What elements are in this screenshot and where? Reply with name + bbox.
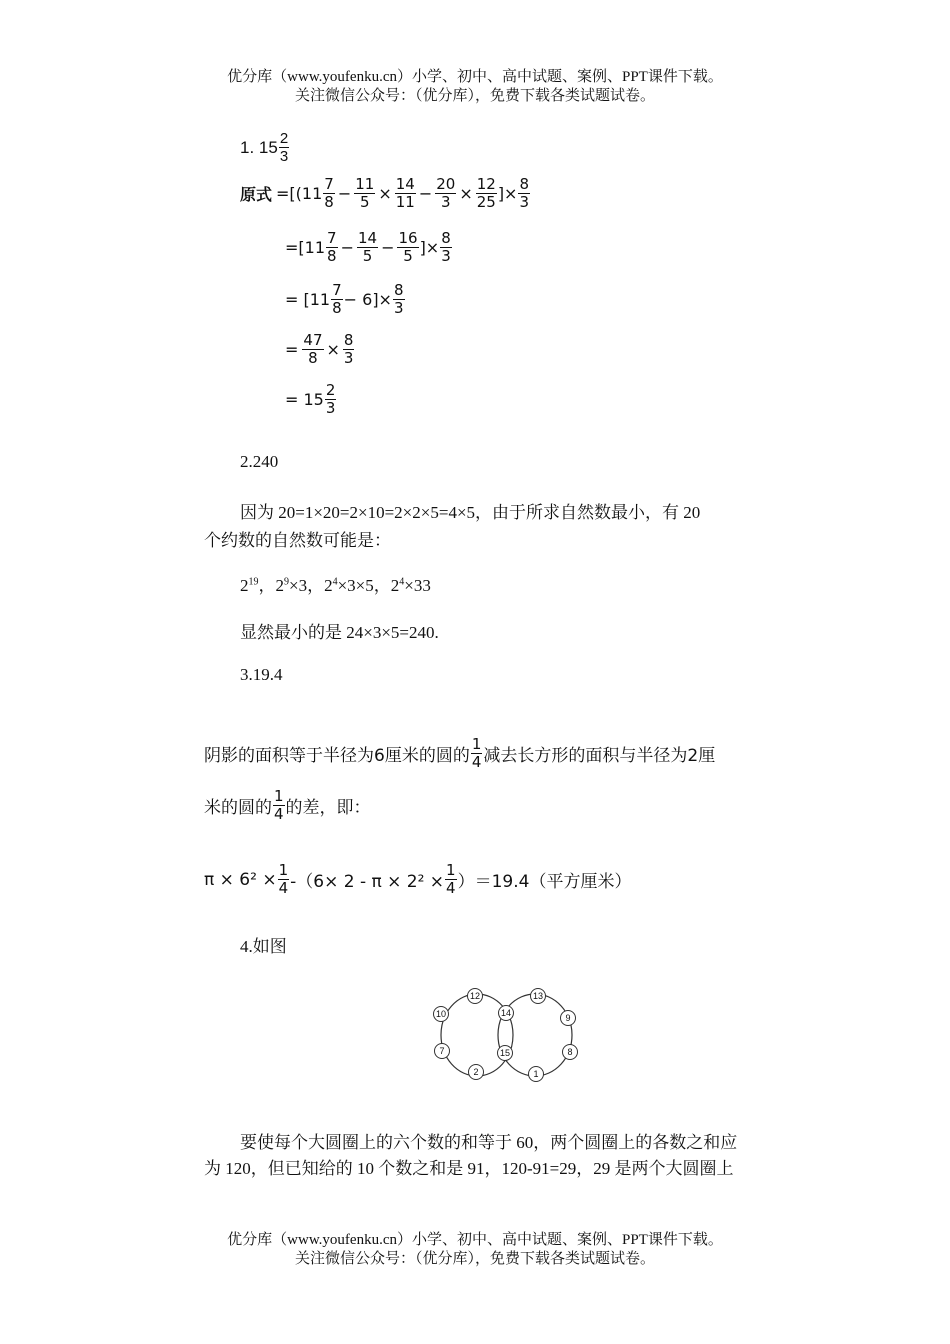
text: ，: [258, 576, 276, 595]
svg-text:15: 15: [499, 1048, 511, 1058]
text: 的差，即：: [285, 798, 371, 818]
frac-den: 3: [440, 193, 451, 211]
text: 2: [324, 576, 333, 595]
text: − 6]×: [343, 290, 392, 309]
frac-den: 3: [343, 349, 354, 367]
frac-den: 4: [446, 879, 456, 897]
svg-text:14: 14: [500, 1008, 512, 1018]
text: 阴影的面积等于半径为6厘米的圆的: [204, 746, 470, 766]
number-node: [563, 1045, 578, 1060]
circle-diagram: [425, 985, 590, 1085]
frac-den: 5: [362, 247, 373, 265]
op: −: [337, 184, 352, 203]
q1-line-5: [285, 382, 337, 417]
op: −: [381, 238, 395, 257]
text: ×33: [404, 576, 431, 595]
number-node: [434, 1007, 449, 1022]
frac-den: 5: [403, 247, 413, 265]
text: ]×: [497, 184, 518, 203]
header-line-1: 优分库（www.youfenku.cn）小学、初中、高中试题、案例、PPT课件下载。: [227, 69, 723, 85]
op: −: [340, 238, 354, 257]
frac-den: 4: [278, 879, 289, 897]
exponent: 4: [399, 576, 405, 588]
text: ]×: [419, 238, 440, 257]
frac-den: 8: [308, 349, 318, 367]
frac-num: 7: [332, 281, 342, 299]
footer-line-2: 关注微信公众号：（优分库），免费下载各类试题试卷。: [294, 1251, 655, 1267]
text: 米的圆的: [204, 798, 272, 818]
q1-line-4: [285, 332, 355, 367]
text: 减去长方形的面积与半径为2厘: [483, 746, 716, 766]
frac-num: 2: [279, 130, 289, 147]
q2-powers: [240, 571, 431, 596]
text: ×3×5，: [337, 576, 391, 595]
svg-text:13: 13: [532, 991, 544, 1001]
header-line-2: 关注微信公众号：（优分库），免费下载各类试题试卷。: [294, 88, 655, 104]
number-node: [498, 1046, 513, 1061]
frac-num: 14: [395, 175, 415, 193]
op: ×: [378, 184, 392, 203]
svg-text:10: 10: [435, 1009, 447, 1019]
q1-answer: [240, 130, 290, 165]
q4-title: 4.如图: [240, 937, 287, 956]
frac-num: 47: [303, 331, 323, 349]
q1-label: 1. 15: [240, 137, 278, 157]
frac-den: 4: [471, 753, 482, 771]
frac-num: 7: [327, 229, 337, 247]
frac-den: 5: [359, 193, 370, 211]
frac-num: 8: [519, 175, 530, 193]
text: = [11: [285, 290, 331, 309]
frac-den: 3: [393, 299, 404, 317]
q2-para-1: 因为 20=1×20=2×10=2×2×5=4×5，由于所求自然数最小，有 20: [240, 503, 701, 522]
text: =: [285, 340, 299, 359]
frac-den: 4: [274, 805, 284, 823]
svg-text:12: 12: [469, 991, 481, 1001]
text: ）＝19.4（平方厘米）: [457, 872, 632, 892]
text: ×3，: [289, 576, 325, 595]
svg-text:2: 2: [473, 1067, 479, 1077]
q4-para-2: 为 120，但已知给的 10 个数之和是 91，120-91=29，29 是两个大圆圈上: [204, 1159, 734, 1178]
frac-den: 3: [279, 148, 289, 165]
number-node: [499, 1006, 514, 1021]
op: ×: [459, 184, 473, 203]
frac-num: 16: [398, 229, 418, 247]
frac-num: 2: [325, 381, 336, 399]
frac-den: 3: [441, 247, 451, 265]
text: = 15: [285, 390, 324, 409]
frac-num: 8: [393, 281, 404, 299]
q1-line-3: [285, 282, 406, 317]
frac-num: 20: [436, 175, 456, 193]
frac-num: 1: [274, 787, 284, 805]
svg-text:9: 9: [565, 1013, 571, 1023]
frac-den: 8: [332, 299, 342, 317]
frac-num: 1: [278, 861, 289, 879]
frac-den: 25: [476, 193, 496, 211]
text: -（6× 2 - π × 2² ×: [290, 872, 445, 892]
q1-line-1: [240, 176, 531, 211]
frac-num: 8: [441, 229, 451, 247]
text: 2: [275, 576, 284, 595]
q2-para-2: 个约数的自然数可能是：: [204, 531, 391, 550]
op: ×: [326, 340, 340, 359]
frac-num: 1: [471, 735, 482, 753]
text: π × 6² ×: [204, 869, 277, 890]
q1-line-2: [285, 230, 453, 265]
number-node: [531, 989, 546, 1004]
q3-line-2: [204, 788, 371, 823]
exponent: 19: [248, 576, 259, 588]
number-node: [561, 1011, 576, 1026]
frac-num: 11: [355, 175, 375, 193]
frac-den: 11: [395, 193, 415, 211]
text: 2: [240, 576, 249, 595]
text: =[11: [285, 238, 326, 257]
q4-para-1: 要使每个大圆圈上的六个数的和等于 60，两个圆圈上的各数之和应: [240, 1133, 738, 1152]
number-node: [469, 1065, 484, 1080]
text: =[(11: [276, 184, 323, 203]
q2-title: 2.240: [240, 452, 279, 471]
exponent: 4: [332, 576, 338, 588]
frac-den: 3: [519, 193, 530, 211]
q3-formula: [204, 862, 631, 897]
frac-den: 8: [324, 193, 334, 211]
op: −: [418, 184, 433, 203]
number-node: [435, 1044, 450, 1059]
frac-num: 12: [476, 175, 496, 193]
q3-line-1: [204, 736, 715, 771]
svg-text:7: 7: [439, 1046, 445, 1056]
svg-text:1: 1: [533, 1069, 539, 1079]
frac-den: 3: [325, 399, 336, 417]
q3-title: 3.19.4: [240, 665, 283, 684]
frac-den: 8: [327, 247, 337, 265]
number-node: [529, 1067, 544, 1082]
q2-conclusion: 显然最小的是 24×3×5=240.: [240, 623, 439, 642]
svg-text:8: 8: [567, 1047, 573, 1057]
yuanshi-label: 原式: [240, 185, 273, 204]
number-node: [468, 989, 483, 1004]
frac-num: 8: [343, 331, 354, 349]
frac-num: 7: [324, 175, 334, 193]
frac-num: 14: [357, 229, 378, 247]
exponent: 9: [284, 576, 289, 588]
frac-num: 1: [446, 861, 456, 879]
footer-line-1: 优分库（www.youfenku.cn）小学、初中、高中试题、案例、PPT课件下载。: [227, 1232, 723, 1248]
text: 2: [390, 576, 400, 595]
